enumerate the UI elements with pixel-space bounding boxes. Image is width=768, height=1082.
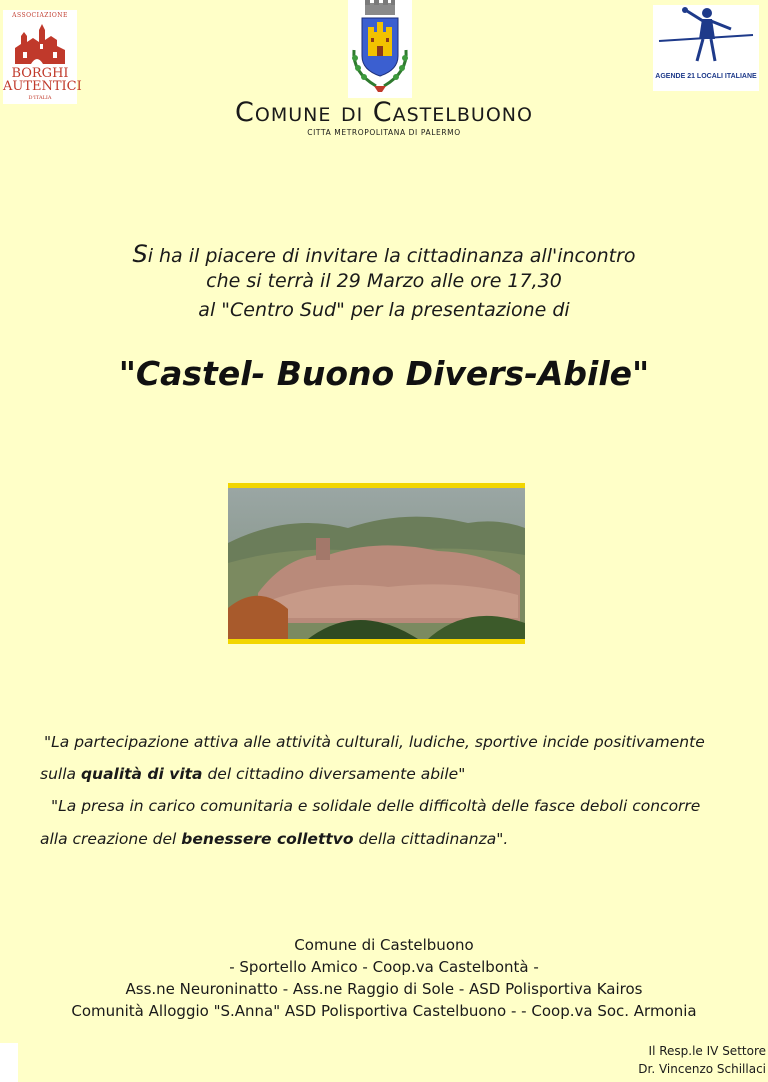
organizers-line-1: Comune di Castelbuono: [294, 936, 474, 954]
organizers-line-2: - Sportello Amico - Coop.va Castelbontà -: [229, 958, 539, 976]
quote-line-3: "La presa in carico comunitaria e solidale delle difficoltà delle fasce deboli concorre: [51, 797, 701, 815]
quote-line-4: [40, 830, 740, 848]
quote-line-2: [40, 765, 740, 783]
signature-name: Dr. Vincenzo Schillaci: [638, 1062, 766, 1076]
logo-left-line-autentici: AUTENTICI: [3, 79, 82, 94]
quote-line-2-post: del cittadino diversamente abile": [202, 765, 466, 783]
invitation-line-1-text: i ha il piacere di invitare la cittadinanza all'incontro: [147, 245, 636, 267]
quote-line-2-pre: sulla: [40, 765, 81, 783]
logo-left-top-text: ASSOCIAZIONE: [12, 12, 68, 19]
agende-21-logo: [653, 5, 759, 91]
invitation-line-3: al "Centro Sud" per la presentazione di: [198, 299, 570, 321]
invitation-line-1: [0, 240, 768, 268]
tightrope-walker-icon: [653, 5, 759, 71]
corner-patch: [0, 1043, 18, 1082]
organizers-line-4: Comunità Alloggio "S.Anna" ASD Polisportiva Castelbuono - - Coop.va Soc. Armonia: [71, 1002, 697, 1020]
invitation-line-2: che si terrà il 29 Marzo alle ore 17,30: [206, 270, 562, 292]
logo-left-title: [3, 66, 82, 94]
coat-of-arms-logo: [348, 0, 412, 98]
quote-line-2-bold: qualità di vita: [80, 765, 203, 783]
logo-right-label: AGENDE 21 LOCALI ITALIANE: [655, 73, 757, 80]
municipality-name: Comune di Castelbuono: [235, 97, 533, 128]
town-photo: [228, 483, 525, 644]
logo-left-line-borghi: BORGHI: [11, 66, 69, 81]
signature-role: Il Resp.le IV Settore: [648, 1044, 766, 1058]
coat-of-arms-icon: [348, 0, 412, 98]
event-title: "Castel- Buono Divers-Abile": [118, 354, 650, 393]
organizers-line-3: Ass.ne Neuroninatto - Ass.ne Raggio di Sole - ASD Polisportiva Kairos: [125, 980, 643, 998]
invitation-initial: S: [132, 240, 148, 268]
quote-line-1: "La partecipazione attiva alle attività culturali, ludiche, sportive incide positivamente: [44, 733, 705, 751]
quote-line-4-pre: alla creazione del: [40, 830, 182, 848]
town-landscape-image: [228, 483, 525, 644]
municipality-subtitle: CITTA METROPOLITANA DI PALERMO: [307, 128, 461, 137]
quote-line-4-bold: benessere collettvo: [181, 830, 354, 848]
quote-line-4-post: della cittadinanza".: [353, 830, 509, 848]
logo-left-bottom-text: D'ITALIA: [28, 95, 52, 101]
borghi-autentici-logo: [3, 10, 82, 104]
village-icon: [13, 22, 67, 66]
